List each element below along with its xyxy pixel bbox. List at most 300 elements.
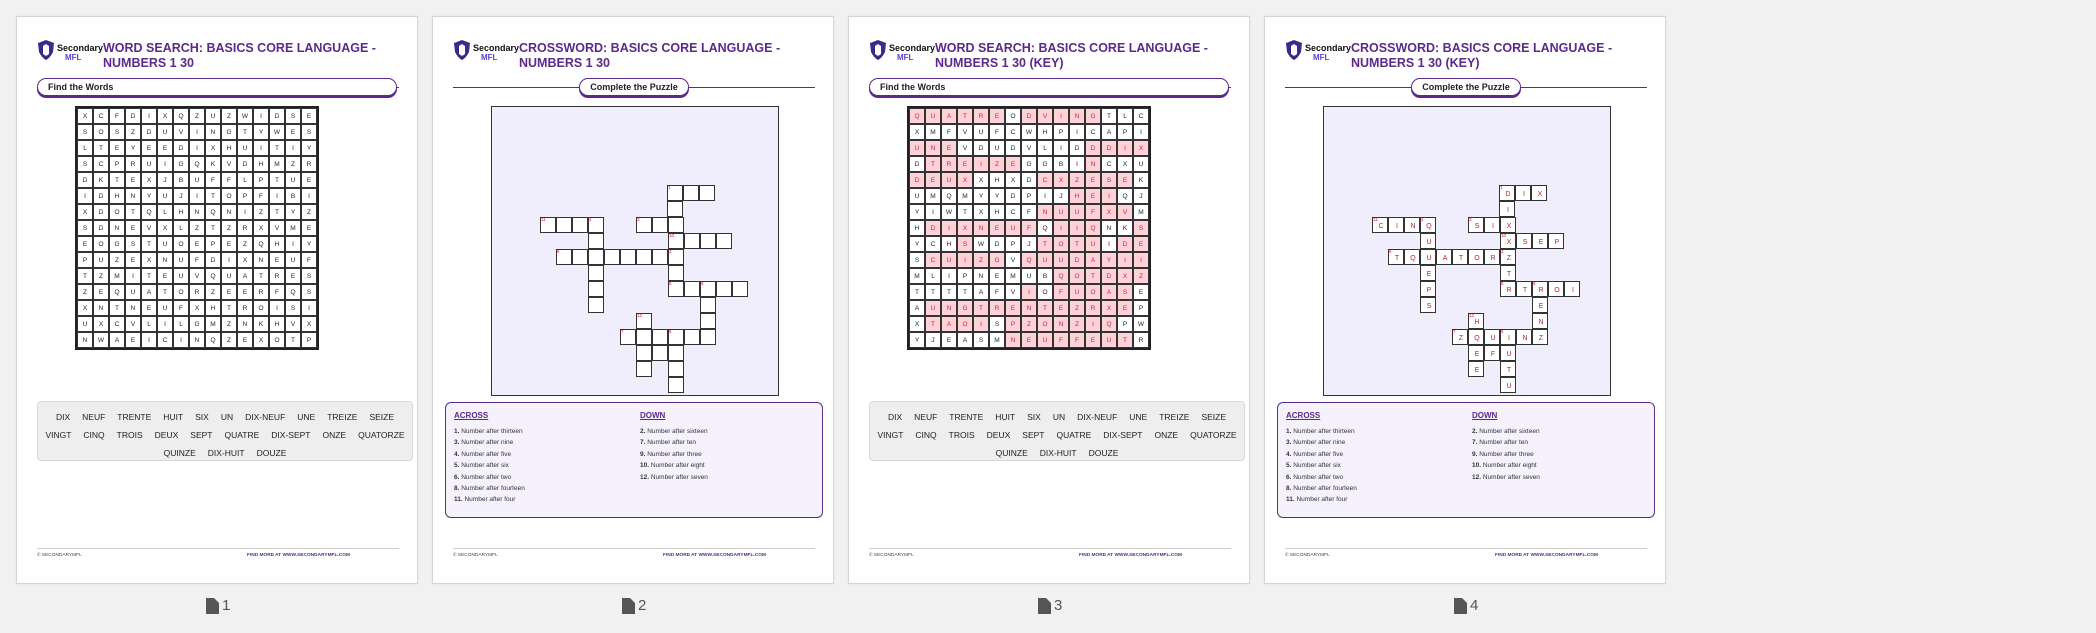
page-title: WORD SEARCH: BASICS CORE LANGUAGE - NUMBERS 1 30: [103, 41, 376, 70]
grid-letter: E: [989, 268, 1005, 284]
down-clues: [1472, 411, 1540, 483]
crossword-letter: P: [1554, 239, 1560, 246]
clue-item: 7. Number after ten: [1472, 439, 1529, 447]
grid-letter: T: [93, 140, 109, 156]
grid-letter: C: [1133, 108, 1149, 124]
word-bank-item: QUATORZE: [358, 430, 405, 440]
grid-letter: V: [1037, 108, 1053, 124]
grid-letter: X: [973, 172, 989, 188]
find-words-button[interactable]: Find the Words: [869, 78, 1229, 96]
word-bank-item: QUATRE: [224, 430, 260, 440]
page-1[interactable]: [16, 16, 418, 584]
grid-letter: H: [205, 300, 221, 316]
grid-letter: Y: [285, 204, 301, 220]
grid-letter: F: [989, 284, 1005, 300]
crossword-cell[interactable]: [1516, 281, 1532, 297]
crossword-cell[interactable]: [1531, 185, 1547, 201]
find-words-button[interactable]: Find the Words: [37, 78, 397, 96]
word-bank-item: UNE: [1129, 412, 1148, 422]
crossword-cell[interactable]: [668, 265, 684, 281]
grid-letter: X: [141, 252, 157, 268]
brand-logo: [453, 39, 523, 65]
grid-letter: D: [93, 220, 109, 236]
grid-letter: O: [1053, 236, 1069, 252]
grid-letter: O: [93, 124, 109, 140]
grid-letter: Z: [125, 124, 141, 140]
grid-letter: L: [77, 140, 93, 156]
crossword-letter: O: [1474, 255, 1480, 262]
grid-letter: Z: [189, 108, 205, 124]
crossword-letter: T: [1522, 287, 1528, 294]
crossword-cell[interactable]: [652, 345, 668, 361]
grid-letter: U: [925, 108, 941, 124]
crossword-cell[interactable]: [684, 281, 700, 297]
crossword-letter: Q: [1410, 255, 1416, 262]
grid-letter: T: [1085, 268, 1101, 284]
grid-letter: T: [269, 140, 285, 156]
crossword-letter: R: [1506, 287, 1512, 294]
crossword-cell[interactable]: [1532, 329, 1548, 345]
grid-letter: E: [141, 140, 157, 156]
crossword-letter: I: [1508, 335, 1510, 342]
grid-letter: Y: [301, 140, 317, 156]
grid-letter: W: [1133, 316, 1149, 332]
grid-letter: G: [1085, 108, 1101, 124]
clue-item: 10. Number after eight: [640, 462, 705, 470]
crossword-cell[interactable]: [1420, 297, 1436, 313]
crossword-cell[interactable]: [1548, 281, 1564, 297]
grid-letter: J: [1021, 236, 1037, 252]
grid-letter: D: [93, 204, 109, 220]
grid-letter: I: [973, 316, 989, 332]
grid-letter: L: [157, 204, 173, 220]
crossword-cell[interactable]: [1499, 201, 1515, 217]
crossword-cell[interactable]: [1420, 265, 1436, 281]
crossword-cell[interactable]: [652, 217, 668, 233]
grid-letter: Y: [909, 332, 925, 348]
grid-letter: R: [237, 300, 253, 316]
grid-letter: U: [93, 252, 109, 268]
grid-letter: E: [957, 156, 973, 172]
crossword-cell[interactable]: [1564, 281, 1580, 297]
grid-letter: R: [941, 156, 957, 172]
crossword-cell[interactable]: [1420, 249, 1436, 265]
crossword-cell[interactable]: [668, 217, 684, 233]
grid-letter: E: [285, 268, 301, 284]
grid-letter: I: [925, 204, 941, 220]
grid-letter: D: [173, 140, 189, 156]
grid-letter: T: [957, 108, 973, 124]
grid-letter: A: [941, 316, 957, 332]
grid-letter: E: [1053, 300, 1069, 316]
crossword-cell[interactable]: [636, 345, 652, 361]
crossword-cell[interactable]: [1500, 217, 1516, 233]
brand-logo: [37, 39, 107, 65]
crossword-cell[interactable]: [636, 249, 652, 265]
grid-letter: U: [1005, 220, 1021, 236]
grid-letter: I: [269, 300, 285, 316]
crossword-letter: N: [1538, 319, 1544, 326]
crossword-cell[interactable]: [683, 185, 699, 201]
crossword-cell[interactable]: [1516, 233, 1532, 249]
clue-number: 2: [1501, 249, 1504, 254]
crossword-cell[interactable]: [1532, 297, 1548, 313]
grid-letter: P: [1117, 124, 1133, 140]
crossword-cell[interactable]: [1484, 249, 1500, 265]
grid-letter: D: [925, 220, 941, 236]
grid-letter: P: [109, 156, 125, 172]
crossword-letter: T: [1506, 367, 1512, 374]
crossword-cell[interactable]: [652, 249, 668, 265]
grid-letter: U: [1069, 284, 1085, 300]
grid-letter: Y: [989, 188, 1005, 204]
grid-letter: L: [925, 268, 941, 284]
grid-letter: T: [205, 188, 221, 204]
grid-letter: I: [157, 156, 173, 172]
crossword-cell[interactable]: [700, 233, 716, 249]
grid-letter: A: [957, 332, 973, 348]
crossword-cell[interactable]: [588, 233, 604, 249]
crossword-cell[interactable]: [636, 329, 652, 345]
crossword-cell[interactable]: [667, 201, 683, 217]
crossword-cell[interactable]: [732, 281, 748, 297]
footer-link[interactable]: FIND MORE AT WWW.SECONDARYMFL.COM: [663, 553, 766, 558]
grid-letter: N: [941, 300, 957, 316]
grid-letter: Q: [1101, 316, 1117, 332]
grid-letter: F: [1069, 332, 1085, 348]
grid-letter: C: [109, 316, 125, 332]
grid-letter: U: [1053, 252, 1069, 268]
word-bank-item: QUINZE: [163, 448, 196, 458]
grid-letter: S: [909, 252, 925, 268]
grid-letter: K: [253, 316, 269, 332]
word-bank-item: DIX-HUIT: [1039, 448, 1077, 458]
grid-letter: D: [205, 252, 221, 268]
grid-letter: F: [269, 284, 285, 300]
crossword-letter: F: [1490, 351, 1496, 358]
shield-logo-icon: [37, 39, 55, 61]
clue-number: 8: [1501, 329, 1504, 334]
grid-letter: O: [1005, 108, 1021, 124]
crossword-letter: X: [1506, 239, 1512, 246]
crossword-cell[interactable]: [668, 361, 684, 377]
grid-letter: D: [1069, 140, 1085, 156]
crossword-cell[interactable]: [588, 265, 604, 281]
grid-letter: L: [173, 220, 189, 236]
grid-letter: Q: [1053, 268, 1069, 284]
crossword-cell[interactable]: [1404, 217, 1420, 233]
grid-letter: X: [77, 108, 93, 124]
clue-item: 8. Number after fourteen: [454, 485, 525, 493]
page-4[interactable]: [1264, 16, 1666, 584]
crossword-cell[interactable]: [1484, 329, 1500, 345]
crossword-cell[interactable]: [652, 329, 668, 345]
clue-item: 7. Number after ten: [640, 439, 697, 447]
grid-letter: Q: [253, 236, 269, 252]
grid-letter: I: [1069, 156, 1085, 172]
crossword-cell[interactable]: [668, 345, 684, 361]
grid-letter: F: [1053, 284, 1069, 300]
grid-letter: G: [1037, 156, 1053, 172]
grid-letter: D: [93, 188, 109, 204]
grid-letter: E: [237, 284, 253, 300]
grid-letter: U: [173, 268, 189, 284]
down-heading: DOWN: [640, 411, 666, 420]
grid-letter: Z: [253, 204, 269, 220]
crossword-cell[interactable]: [716, 281, 732, 297]
crossword-cell[interactable]: [700, 313, 716, 329]
grid-letter: E: [1085, 188, 1101, 204]
grid-letter: O: [253, 300, 269, 316]
grid-letter: U: [285, 252, 301, 268]
crossword-cell[interactable]: [1420, 281, 1436, 297]
footer-copyright: © SECONDARYMFL: [37, 553, 82, 558]
crossword-cell[interactable]: [1452, 249, 1468, 265]
grid-letter: I: [77, 188, 93, 204]
grid-letter: S: [301, 124, 317, 140]
clue-number: 10: [669, 233, 675, 238]
crossword-cell[interactable]: [588, 297, 604, 313]
grid-letter: I: [189, 124, 205, 140]
crossword-cell[interactable]: [700, 297, 716, 313]
grid-letter: U: [925, 300, 941, 316]
grid-letter: T: [253, 268, 269, 284]
grid-letter: S: [109, 124, 125, 140]
grid-letter: Y: [301, 236, 317, 252]
grid-letter: V: [1005, 252, 1021, 268]
clue-number: 3: [637, 217, 640, 222]
grid-letter: P: [253, 172, 269, 188]
crossword-letter: E: [1474, 351, 1480, 358]
down-heading: DOWN: [1472, 411, 1498, 420]
clue-item: 3. Number after nine: [1286, 439, 1346, 447]
clue-number: 12: [637, 313, 643, 318]
grid-letter: U: [1069, 204, 1085, 220]
crossword-letter: O: [1554, 287, 1560, 294]
grid-letter: X: [253, 220, 269, 236]
crossword-cell[interactable]: [1500, 265, 1516, 281]
grid-letter: D: [1005, 188, 1021, 204]
page-2[interactable]: [432, 16, 834, 584]
clue-number: 4: [589, 217, 592, 222]
grid-letter: X: [1101, 204, 1117, 220]
crossword-cell[interactable]: [1500, 377, 1516, 393]
grid-letter: Z: [1133, 268, 1149, 284]
grid-letter: O: [957, 316, 973, 332]
clue-item: 9. Number after three: [1472, 450, 1534, 458]
word-bank-item: DIX: [55, 412, 71, 422]
grid-letter: M: [285, 220, 301, 236]
grid-letter: I: [237, 204, 253, 220]
crossword-cell[interactable]: [1484, 217, 1500, 233]
grid-letter: N: [973, 220, 989, 236]
page-icon: [1038, 598, 1051, 614]
crossword-cell[interactable]: [1484, 345, 1500, 361]
grid-letter: G: [1021, 156, 1037, 172]
crossword-cell[interactable]: [1532, 313, 1548, 329]
grid-letter: P: [1117, 316, 1133, 332]
grid-letter: Q: [109, 284, 125, 300]
grid-letter: U: [909, 188, 925, 204]
grid-letter: R: [1085, 300, 1101, 316]
grid-letter: Q: [1085, 220, 1101, 236]
grid-letter: Z: [189, 220, 205, 236]
crossword-letter: X: [1537, 191, 1543, 198]
grid-letter: C: [1101, 156, 1117, 172]
grid-letter: S: [285, 300, 301, 316]
crossword-cell[interactable]: [684, 233, 700, 249]
grid-letter: K: [1133, 172, 1149, 188]
grid-letter: W: [973, 236, 989, 252]
crossword-cell[interactable]: [572, 217, 588, 233]
grid-letter: N: [1085, 156, 1101, 172]
grid-letter: V: [221, 156, 237, 172]
grid-letter: R: [1133, 332, 1149, 348]
crossword-cell[interactable]: [1468, 345, 1484, 361]
grid-letter: R: [301, 156, 317, 172]
complete-puzzle-button[interactable]: Complete the Puzzle: [579, 78, 689, 96]
grid-letter: T: [109, 300, 125, 316]
grid-letter: U: [285, 172, 301, 188]
grid-letter: S: [1117, 284, 1133, 300]
grid-letter: S: [989, 316, 1005, 332]
grid-letter: N: [189, 204, 205, 220]
page-footer: [453, 548, 815, 558]
grid-letter: F: [189, 252, 205, 268]
grid-letter: T: [925, 284, 941, 300]
clue-number: 9: [701, 281, 704, 286]
grid-letter: Q: [909, 108, 925, 124]
crossword-cell[interactable]: [1515, 185, 1531, 201]
grid-letter: X: [93, 316, 109, 332]
grid-letter: F: [301, 252, 317, 268]
crossword-cell[interactable]: [1468, 329, 1484, 345]
crossword-cell[interactable]: [588, 281, 604, 297]
crossword-cell[interactable]: [1420, 233, 1436, 249]
clue-number: 9: [1533, 281, 1536, 286]
crossword-cell[interactable]: [588, 249, 604, 265]
across-clues: [1286, 411, 1357, 506]
crossword-cell[interactable]: [1548, 233, 1564, 249]
grid-letter: D: [1005, 140, 1021, 156]
crossword-cell[interactable]: [1468, 249, 1484, 265]
grid-letter: B: [285, 188, 301, 204]
complete-puzzle-button[interactable]: Complete the Puzzle: [1411, 78, 1521, 96]
crossword-letter: Z: [1506, 255, 1512, 262]
grid-letter: L: [1037, 140, 1053, 156]
grid-letter: N: [93, 300, 109, 316]
grid-letter: D: [77, 172, 93, 188]
grid-letter: E: [301, 220, 317, 236]
grid-letter: N: [1005, 332, 1021, 348]
footer-link[interactable]: FIND MORE AT WWW.SECONDARYMFL.COM: [247, 553, 350, 558]
grid-letter: F: [221, 172, 237, 188]
grid-letter: O: [269, 332, 285, 348]
crossword-cell[interactable]: [604, 249, 620, 265]
crossword-cell[interactable]: [1516, 329, 1532, 345]
grid-letter: U: [1037, 252, 1053, 268]
word-bank-item: VINGT: [45, 430, 72, 440]
crossword-cell[interactable]: [700, 329, 716, 345]
crossword-letter: T: [1506, 271, 1512, 278]
crossword-letter: E: [1538, 239, 1544, 246]
grid-letter: W: [269, 124, 285, 140]
crossword-letter: Z: [1458, 335, 1464, 342]
grid-letter: O: [93, 236, 109, 252]
grid-letter: D: [1101, 140, 1117, 156]
word-bank-item: DIX-SEPT: [1103, 430, 1143, 440]
crossword-cell[interactable]: [636, 361, 652, 377]
grid-letter: S: [1133, 220, 1149, 236]
grid-letter: V: [957, 140, 973, 156]
crossword-cell[interactable]: [1468, 361, 1484, 377]
clue-item: 9. Number after three: [640, 450, 702, 458]
crossword-cell[interactable]: [668, 377, 684, 393]
crossword-cell[interactable]: [556, 217, 572, 233]
page-3[interactable]: [848, 16, 1250, 584]
grid-letter: Z: [973, 252, 989, 268]
grid-letter: Y: [1101, 252, 1117, 268]
grid-letter: V: [189, 268, 205, 284]
grid-letter: R: [989, 300, 1005, 316]
footer-link[interactable]: FIND MORE AT WWW.SECONDARYMFL.COM: [1495, 553, 1598, 558]
crossword-cell[interactable]: [1500, 345, 1516, 361]
grid-letter: M: [925, 188, 941, 204]
crossword-cell[interactable]: [572, 249, 588, 265]
crossword-cell[interactable]: [620, 249, 636, 265]
grid-letter: H: [1037, 124, 1053, 140]
crossword-cell[interactable]: [1404, 249, 1420, 265]
page-footer: [1285, 548, 1647, 558]
grid-letter: G: [173, 156, 189, 172]
word-bank-item: HUIT: [163, 412, 184, 422]
grid-letter: D: [1085, 140, 1101, 156]
crossword-cell[interactable]: [716, 233, 732, 249]
grid-letter: C: [157, 332, 173, 348]
crossword-cell[interactable]: [699, 185, 715, 201]
footer-link[interactable]: FIND MORE AT WWW.SECONDARYMFL.COM: [1079, 553, 1182, 558]
word-bank: [869, 401, 1245, 461]
clue-item: 11. Number after four: [454, 496, 516, 504]
crossword-letter: U: [1426, 255, 1432, 262]
word-bank-item: SEIZE: [369, 412, 395, 422]
grid-letter: G: [221, 124, 237, 140]
grid-letter: I: [285, 140, 301, 156]
crossword-cell[interactable]: [1532, 233, 1548, 249]
crossword-letter: Q: [1426, 223, 1432, 230]
crossword-letter: Q: [1474, 335, 1480, 342]
grid-letter: K: [205, 156, 221, 172]
crossword-letter: I: [1492, 223, 1494, 230]
crossword-cell[interactable]: [1436, 249, 1452, 265]
clue-number: 6: [1389, 249, 1392, 254]
grid-letter: J: [157, 172, 173, 188]
brand-name: Secondary: [57, 43, 104, 53]
grid-letter: I: [1101, 188, 1117, 204]
grid-letter: W: [237, 108, 253, 124]
grid-letter: E: [125, 220, 141, 236]
grid-letter: X: [909, 124, 925, 140]
word-bank-item: NEUF: [82, 412, 106, 422]
grid-letter: E: [941, 332, 957, 348]
grid-letter: T: [909, 284, 925, 300]
crossword-letter: D: [1505, 191, 1511, 198]
word-bank-item: DIX-HUIT: [207, 448, 245, 458]
grid-letter: E: [157, 140, 173, 156]
crossword-cell[interactable]: [1500, 361, 1516, 377]
crossword-cell[interactable]: [684, 329, 700, 345]
crossword-cell[interactable]: [1388, 217, 1404, 233]
